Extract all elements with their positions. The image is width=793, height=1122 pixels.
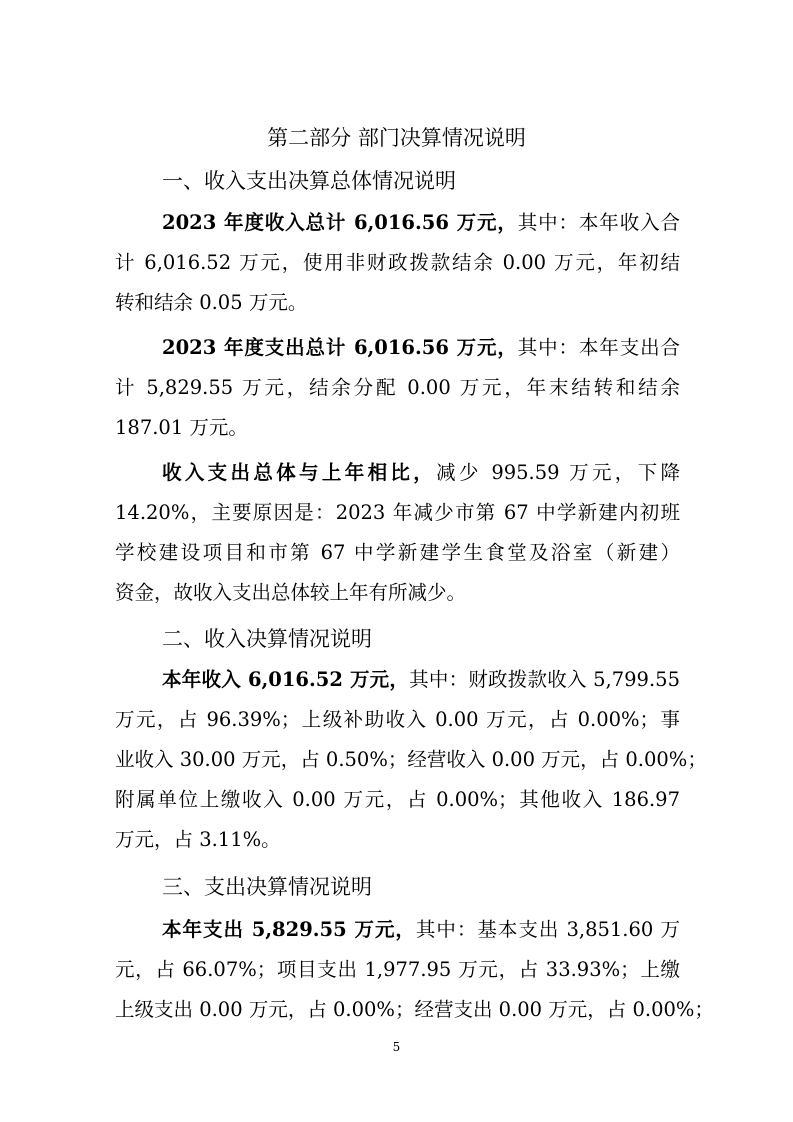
text-run: 其中：本年支出合: [517, 336, 680, 359]
bold-lead: 本年支出 5,829.55 万元，: [162, 918, 416, 941]
paragraph-line: 转和结余 0.05 万元。: [115, 291, 308, 314]
paragraph-line: 资金，故收入支出总体较上年有所减少。: [115, 581, 467, 604]
paragraph-year-comparison: [115, 453, 680, 613]
paragraph-line: 万元，占 3.11%。: [115, 828, 281, 851]
paragraph-line: 元，占 66.07%；项目支出 1,977.95 万元，占 33.93%；上缴: [115, 958, 680, 981]
text-run: 其中：财政拨款收入 5,799.55: [409, 668, 680, 691]
bold-lead: 本年收入 6,016.52 万元，: [162, 668, 410, 691]
paragraph-income-total: [115, 203, 680, 323]
paragraph-income-detail: [115, 660, 707, 860]
paragraph-line: 187.01 万元。: [115, 416, 248, 439]
paragraph-line: [115, 453, 680, 493]
paragraph-line: [115, 910, 680, 950]
section-heading-3: 三、支出决算情况说明: [162, 875, 372, 899]
paragraph-line: 上级支出 0.00 万元，占 0.00%；经营支出 0.00 万元，占 0.00%；: [115, 998, 714, 1021]
section-heading-1: 一、收入支出决算总体情况说明: [162, 169, 456, 193]
bold-lead: 2023 年度支出总计 6,016.56 万元，: [162, 336, 518, 359]
text-run: 其中：基本支出 3,851.60 万: [415, 918, 680, 941]
paragraph-line: 计 6,016.52 万元，使用非财政拨款结余 0.00 万元，年初结: [115, 251, 680, 274]
text-run: 减少 995.59 万元，下降: [436, 461, 680, 484]
bold-lead: 2023 年度收入总计 6,016.56 万元，: [162, 211, 518, 234]
bold-lead: 收入支出总体与上年相比，: [162, 461, 437, 484]
paragraph-line: 计 5,829.55 万元，结余分配 0.00 万元，年末结转和结余: [115, 376, 680, 399]
paragraph-line: 万元，占 96.39%；上级补助收入 0.00 万元，占 0.00%；事: [115, 708, 680, 731]
paragraph-line: [115, 328, 680, 368]
paragraph-line: 学校建设项目和市第 67 中学新建学生食堂及浴室（新建）: [115, 541, 680, 564]
section-heading-2: 二、收入决算情况说明: [162, 627, 372, 651]
paragraph-line: 14.20%，主要原因是：2023 年减少市第 67 中学新建内初班: [115, 501, 680, 524]
page-title: 第二部分 部门决算情况说明: [267, 126, 526, 150]
page-number: 5: [392, 1040, 401, 1054]
text-run: 其中：本年收入合: [517, 211, 680, 234]
paragraph-expense-total: [115, 328, 680, 448]
paragraph-line: 业收入 30.00 万元，占 0.50%；经营收入 0.00 万元，占 0.00%；: [115, 748, 707, 771]
paragraph-expense-detail: [115, 910, 714, 1030]
paragraph-line: [115, 660, 680, 700]
paragraph-line: [115, 203, 680, 243]
paragraph-line: 附属单位上缴收入 0.00 万元，占 0.00%；其他收入 186.97: [115, 788, 680, 811]
